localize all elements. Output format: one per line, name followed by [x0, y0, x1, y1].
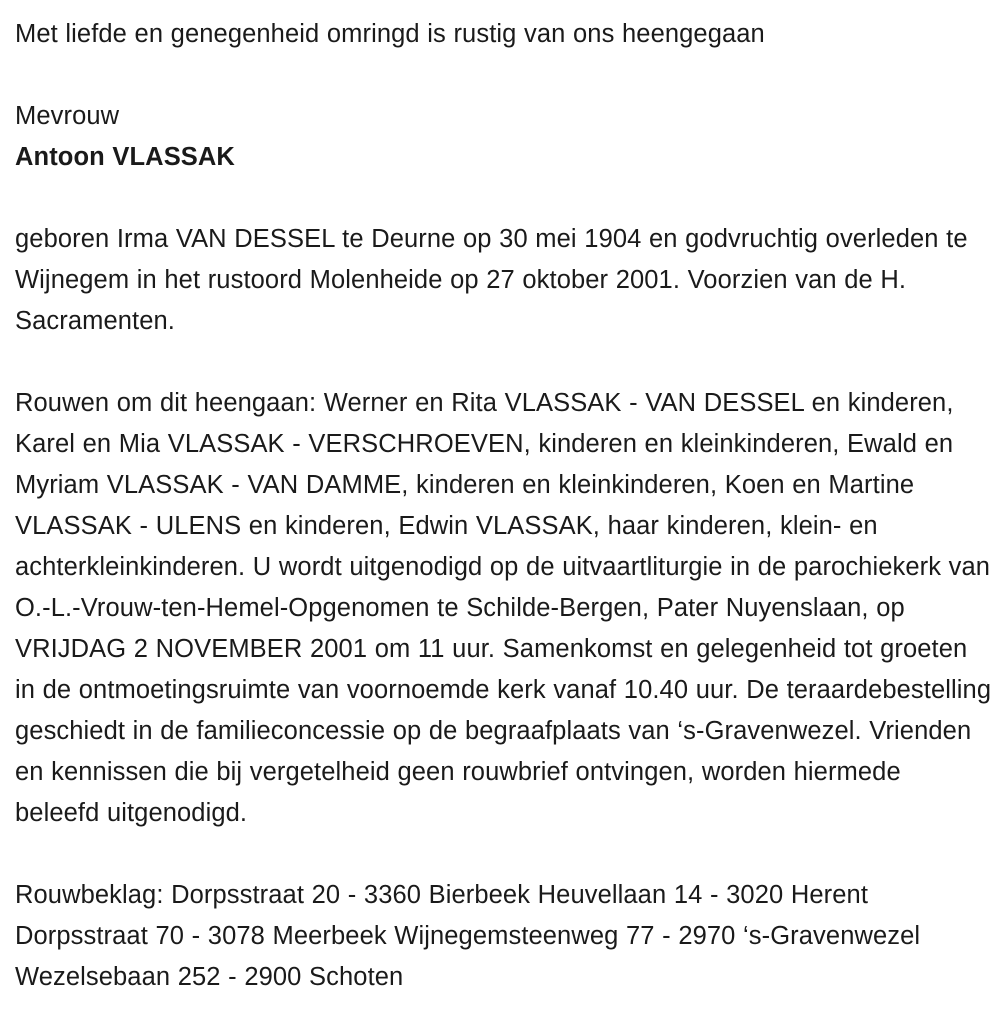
biography-paragraph: geboren Irma VAN DESSEL te Deurne op 30 mei 1904 en godvruchtig overleden te Wijnegem in het rustoord Molenheide op 27 oktober 2001. Voorzien van de H. Sacramenten. — [15, 225, 976, 335]
salutation-line: Mevrouw — [15, 102, 120, 130]
mourning-notice-paragraph: Rouwen om dit heengaan: Werner en Rita VLASSAK - VAN DESSEL en kinderen, Karel en Mia VLASSAK - VERSCHROEVEN, kinderen en kleinkinderen, Ewald en Myriam VLASSAK - VAN DAMME, kinderen en kleinkinderen, Koen en Martine VLASSAK - ULENS en kinderen, Edwin VLASSAK, haar kinderen, klein- en achterkleinkinderen. U wordt uitgenodigd op de uitvaartliturgie in de parochiekerk van O.-L.-Vrouw-ten-Hemel-Opgenomen te Schilde-Bergen, Pater Nuyenslaan, op VRIJDAG 2 NOVEMBER 2001 om 11 uur. Samenkomst en gelegenheid tot groeten in de ontmoetingsruimte van voornoemde kerk vanaf 10.40 uur. De teraardebestelling geschiedt in de familieconcessie op de begraafplaats van ‘s-Gravenwezel. Vrienden en kennissen die bij vergetelheid geen rouwbrief ontvingen, worden hiermede beleefd uitgenodigd. — [15, 389, 999, 827]
deceased-name: Antoon VLASSAK — [15, 143, 235, 171]
lead-line: Met liefde en genegenheid omringd is rustig van ons heengegaan — [15, 20, 765, 48]
condolence-addresses-paragraph: Rouwbeklag: Dorpsstraat 20 - 3360 Bierbeek Heuvellaan 14 - 3020 Herent Dorpsstraat 70 - 3078 Meerbeek Wijnegemsteenweg 77 - 2970 ‘s-Gravenwezel Wezelsebaan 252 - 2900 Schoten — [15, 881, 928, 991]
